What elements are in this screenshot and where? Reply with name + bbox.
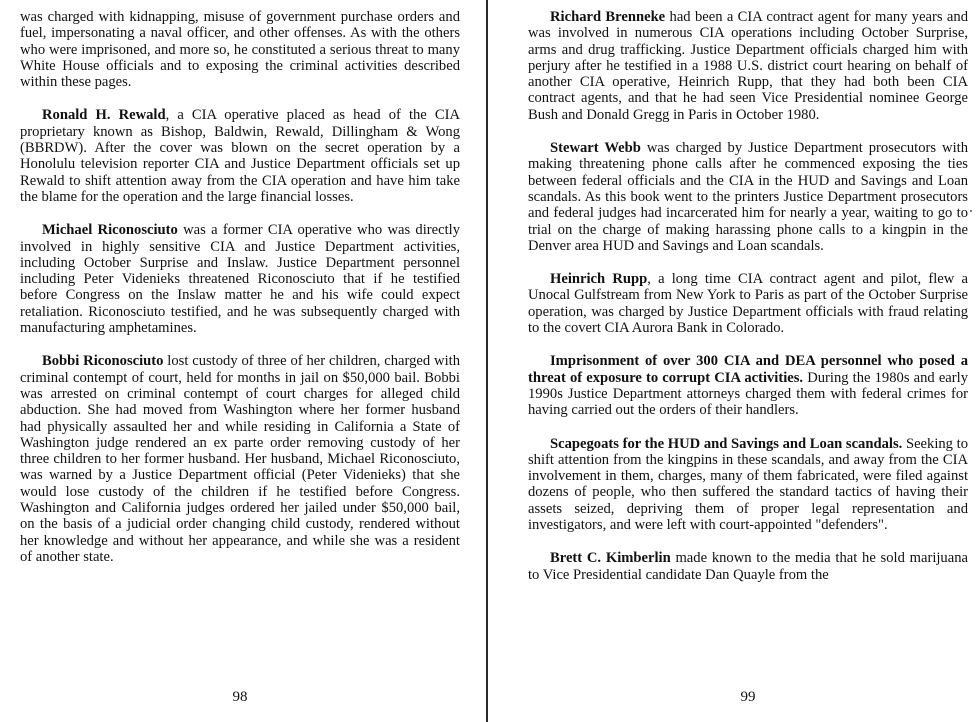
paragraph-lead: Brett C. Kimberlin [550,550,671,567]
paragraph-lead: Heinrich Rupp [550,271,648,288]
paragraph-lead: Ronald H. Rewald [42,107,166,124]
paragraph-michael-riconosciuto [20,222,460,336]
paragraph-continuation [20,9,460,90]
paragraph-text: was a former CIA operative who was directly involved in highly sensitive CIA and Justice Department activities, including October Surprise and Inslaw. Justice Department personnel including Peter Videnieks threatened Riconosciuto that if he testified before Congress on the Inslaw matter he and his wife could expect retaliation. Riconosciuto testified, and he was subsequently charged with manufacturing amphetamines. [20,222,460,337]
paragraph-richard-brenneke [528,9,968,123]
paragraph-text: During the 1980s and early 1990s Justice Department attorneys charged them with federal crimes for having carried out the orders of their handlers. [528,369,968,419]
paragraph-lead: Scapegoats for the HUD and Savings and Loan scandals. [550,435,903,452]
paragraph-text: , a long time CIA contract agent and pilot, flew a Unocal Gulfstream from New York to Paris as part of the October Surprise operation, was charged by Justice Department officials with fraud relating to the covert CIA Aurora Bank in Colorado. [528,271,968,337]
paragraph-text: was charged with kidnapping, misuse of government purchase orders and fuel, impersonating a naval officer, and other offenses. As with the others who were imprisoned, and more so, he constituted a serious threat to many White House officials and to exposing the criminal activities described within these pages. [20,9,460,91]
paragraph-ronald-rewald [20,107,460,205]
page-number: 98 [232,689,248,705]
paragraph-lead: Stewart Webb [550,140,641,157]
paragraph-lead: Bobbi Riconosciuto [42,353,164,370]
paragraph-stewart-webb [528,140,968,254]
left-page-body [20,9,460,582]
paragraph-text: had been a CIA contract agent for many years and was involved in numerous CIA operations including October Surprise, arms and drug trafficking. Justice Department officials charged him with perjury after he testified in a 1988 U.S. district court hearing on behalf of another CIA operative, Heinrich Rupp, that they had both been CIA contract agents, and that he had seen Vice Presidential nominee George Bush and Donald Gregg in Paris in October 1980. [528,9,968,123]
paragraph-lead: Imprisonment of over 300 CIA and DEA personnel who posed a threat of exposure to corrupt CIA activities. [528,353,968,386]
paragraph-text: , a CIA operative placed as head of the CIA proprietary known as Bishop, Baldwin, Rewald, Dillingham & Wong (BBRDW). After the cover was blown on the secret operation by a Honolulu television reporter CIA and Justice Department officials set up Rewald to shift attention away from the CIA operation and have him take the blame for the operation and the large financial losses. [20,107,460,205]
scan-speck [970,210,972,212]
page-number: 99 [740,689,756,705]
paragraph-bobbi-riconosciuto [20,353,460,565]
paragraph-text: was charged by Justice Department prosecutors with making threatening phone calls after he commenced exposing the ties between federal officials and the CIA in the HUD and Savings and Loan scandals. As this book went to the printers Justice Department prosecutors and federal judges had incarcerated him for nearly a year, waiting to go to trial on the charge of making harassing phone calls to a kingpin in the Denver area HUD and Savings and Loan scandals. [528,140,968,254]
paragraph-scapegoats [528,436,968,534]
paragraph-lead: Richard Brenneke [550,9,666,25]
paragraph-lead: Michael Riconosciuto [42,222,178,239]
right-page-body [528,9,968,600]
paragraph-imprisonment [528,353,968,418]
paragraph-text: lost custody of three of her children, charged with criminal contempt of court, held for months in jail on $50,000 bail. Bobbi was arrested on criminal contempt of court charges for alleged child abduction. She had moved from Washington where her former husband had physically assaulted her and while residing in California a State of Washington judge rendered an ex parte order removing custody of her three children to her former husband. Her husband, Michael Riconosciuto, was warned by a Justice Department official (Peter Videnieks) that she would lose custody of the children if he testified before Congress. Washington and California judges ordered her jailed under $50,000 bail, on the basis of a judicial order changing child custody, rendered without her knowledge and without her appearance, and while she was a resident of another state. [20,353,460,565]
paragraph-heinrich-rupp [528,271,968,336]
paragraph-brett-kimberlin [528,550,968,583]
page-gutter-divider [486,0,488,722]
paragraph-text: made known to the media that he sold marijuana to Vice Presidential candidate Dan Quayle from the [528,550,968,583]
paragraph-text: Seeking to shift attention from the kingpins in these scandals, and away from the CIA involvement in them, charges, many of them fabricated, were filed against dozens of people, who then suffered the standard tactics of having their assets seized, depriving them of proper legal representation and investigators, and were left with court-appointed "defenders". [528,435,968,534]
